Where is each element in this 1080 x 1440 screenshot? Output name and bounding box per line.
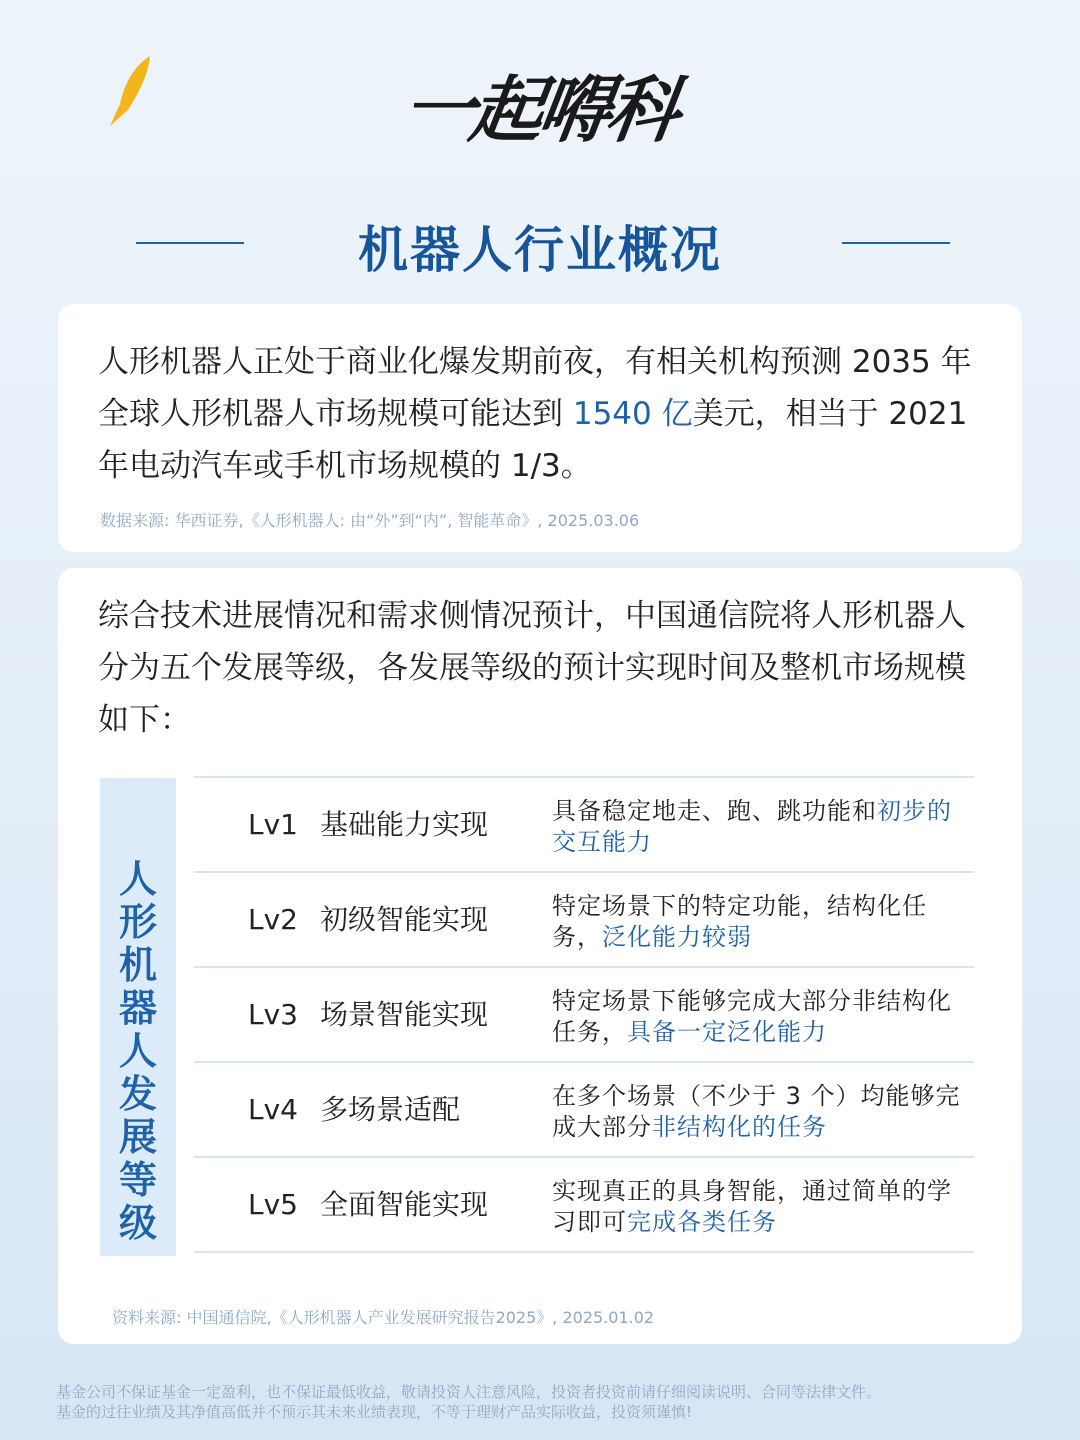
side-label-text: 人 形 机 器 人 发 展 等 级 xyxy=(118,857,157,1245)
forecast-highlight: 1540 亿 xyxy=(572,396,693,432)
level-desc-highlight: 泛化能力较弱 xyxy=(602,923,752,951)
level-desc-highlight: 非结构化的任务 xyxy=(652,1113,827,1141)
level-description: 特定场景下能够完成大部分非结构化任务，具备一定泛化能力 xyxy=(552,987,952,1046)
page-title: 机器人行业概况 xyxy=(358,221,722,279)
level-desc-highlight: 完成各类任务 xyxy=(627,1208,777,1236)
level-description: 特定场景下的特定功能，结构化任务，泛化能力较弱 xyxy=(552,892,927,951)
level-description: 具备稳定地走、跑、跳功能和初步的交互能力 xyxy=(552,797,952,856)
level-desc-highlight: 具备一定泛化能力 xyxy=(627,1018,827,1046)
levels-table xyxy=(194,776,974,1253)
disclaimer-line-1: 基金公司不保证基金一定盈利，也不保证最低收益，敬请投资人注意风险，投资者投资前请仔细阅读说明、合同等法律文件。 xyxy=(56,1383,882,1401)
table-row xyxy=(194,776,974,871)
table-row xyxy=(194,871,974,966)
levels-intro-paragraph: 综合技术进展情况和需求侧情况预计，中国通信院将人形机器人分为五个发展等级，各发展等级的预计实现时间及整机市场规模如下： xyxy=(98,598,966,738)
table-row xyxy=(194,966,974,1061)
forecast-source: 数据来源: 华西证券,《人形机器人: 由“外”到“内”, 智能革命》, 2025.03.06 xyxy=(100,511,640,530)
forecast-text-b: 美元，相当于 2021 年电动汽车或手机市场规模的 1/3。 xyxy=(98,396,968,484)
section-header xyxy=(0,210,1080,279)
level-name: 全面智能实现 xyxy=(320,1188,489,1221)
level-name: 场景智能实现 xyxy=(320,998,489,1031)
level-name: 初级智能实现 xyxy=(320,903,489,936)
level-code: Lv4 xyxy=(248,1093,298,1126)
title-divider-right xyxy=(842,242,950,244)
level-description: 在多个场景（不少于 3 个）均能够完成大部分非结构化的任务 xyxy=(552,1082,961,1141)
forecast-text-a: 人形机器人正处于商业化爆发期前夜，有相关机构预测 2035 年全球人形机器人市场规模可能达到 xyxy=(98,344,972,432)
level-code: Lv3 xyxy=(248,998,298,1031)
table-row xyxy=(194,1156,974,1253)
market-forecast-card xyxy=(58,304,1022,552)
levels-side-label xyxy=(100,778,176,1256)
development-levels-card xyxy=(58,568,1022,1344)
disclaimer-line-2: 基金的过往业绩及其净值高低并不预示其未来业绩表现，不等于理财产品实际收益，投资须谨慎! xyxy=(56,1403,693,1421)
level-code: Lv1 xyxy=(248,808,298,841)
logo-text: 一起嘚科 xyxy=(397,68,682,152)
level-name: 基础能力实现 xyxy=(320,808,489,841)
brand-logo xyxy=(0,52,1080,156)
level-desc-highlight: 初步的交互能力 xyxy=(552,797,952,856)
level-code: Lv2 xyxy=(248,903,298,936)
levels-source: 资料来源: 中国通信院,《人形机器人产业发展研究报告2025》, 2025.01.02 xyxy=(112,1308,655,1327)
level-description: 实现真正的具身智能，通过简单的学习即可完成各类任务 xyxy=(552,1177,952,1236)
forecast-paragraph xyxy=(98,336,988,492)
table-row xyxy=(194,1061,974,1156)
rocket-icon xyxy=(104,52,160,130)
level-name: 多场景适配 xyxy=(320,1093,461,1126)
risk-disclaimer xyxy=(56,1382,1036,1422)
level-code: Lv5 xyxy=(248,1188,298,1221)
